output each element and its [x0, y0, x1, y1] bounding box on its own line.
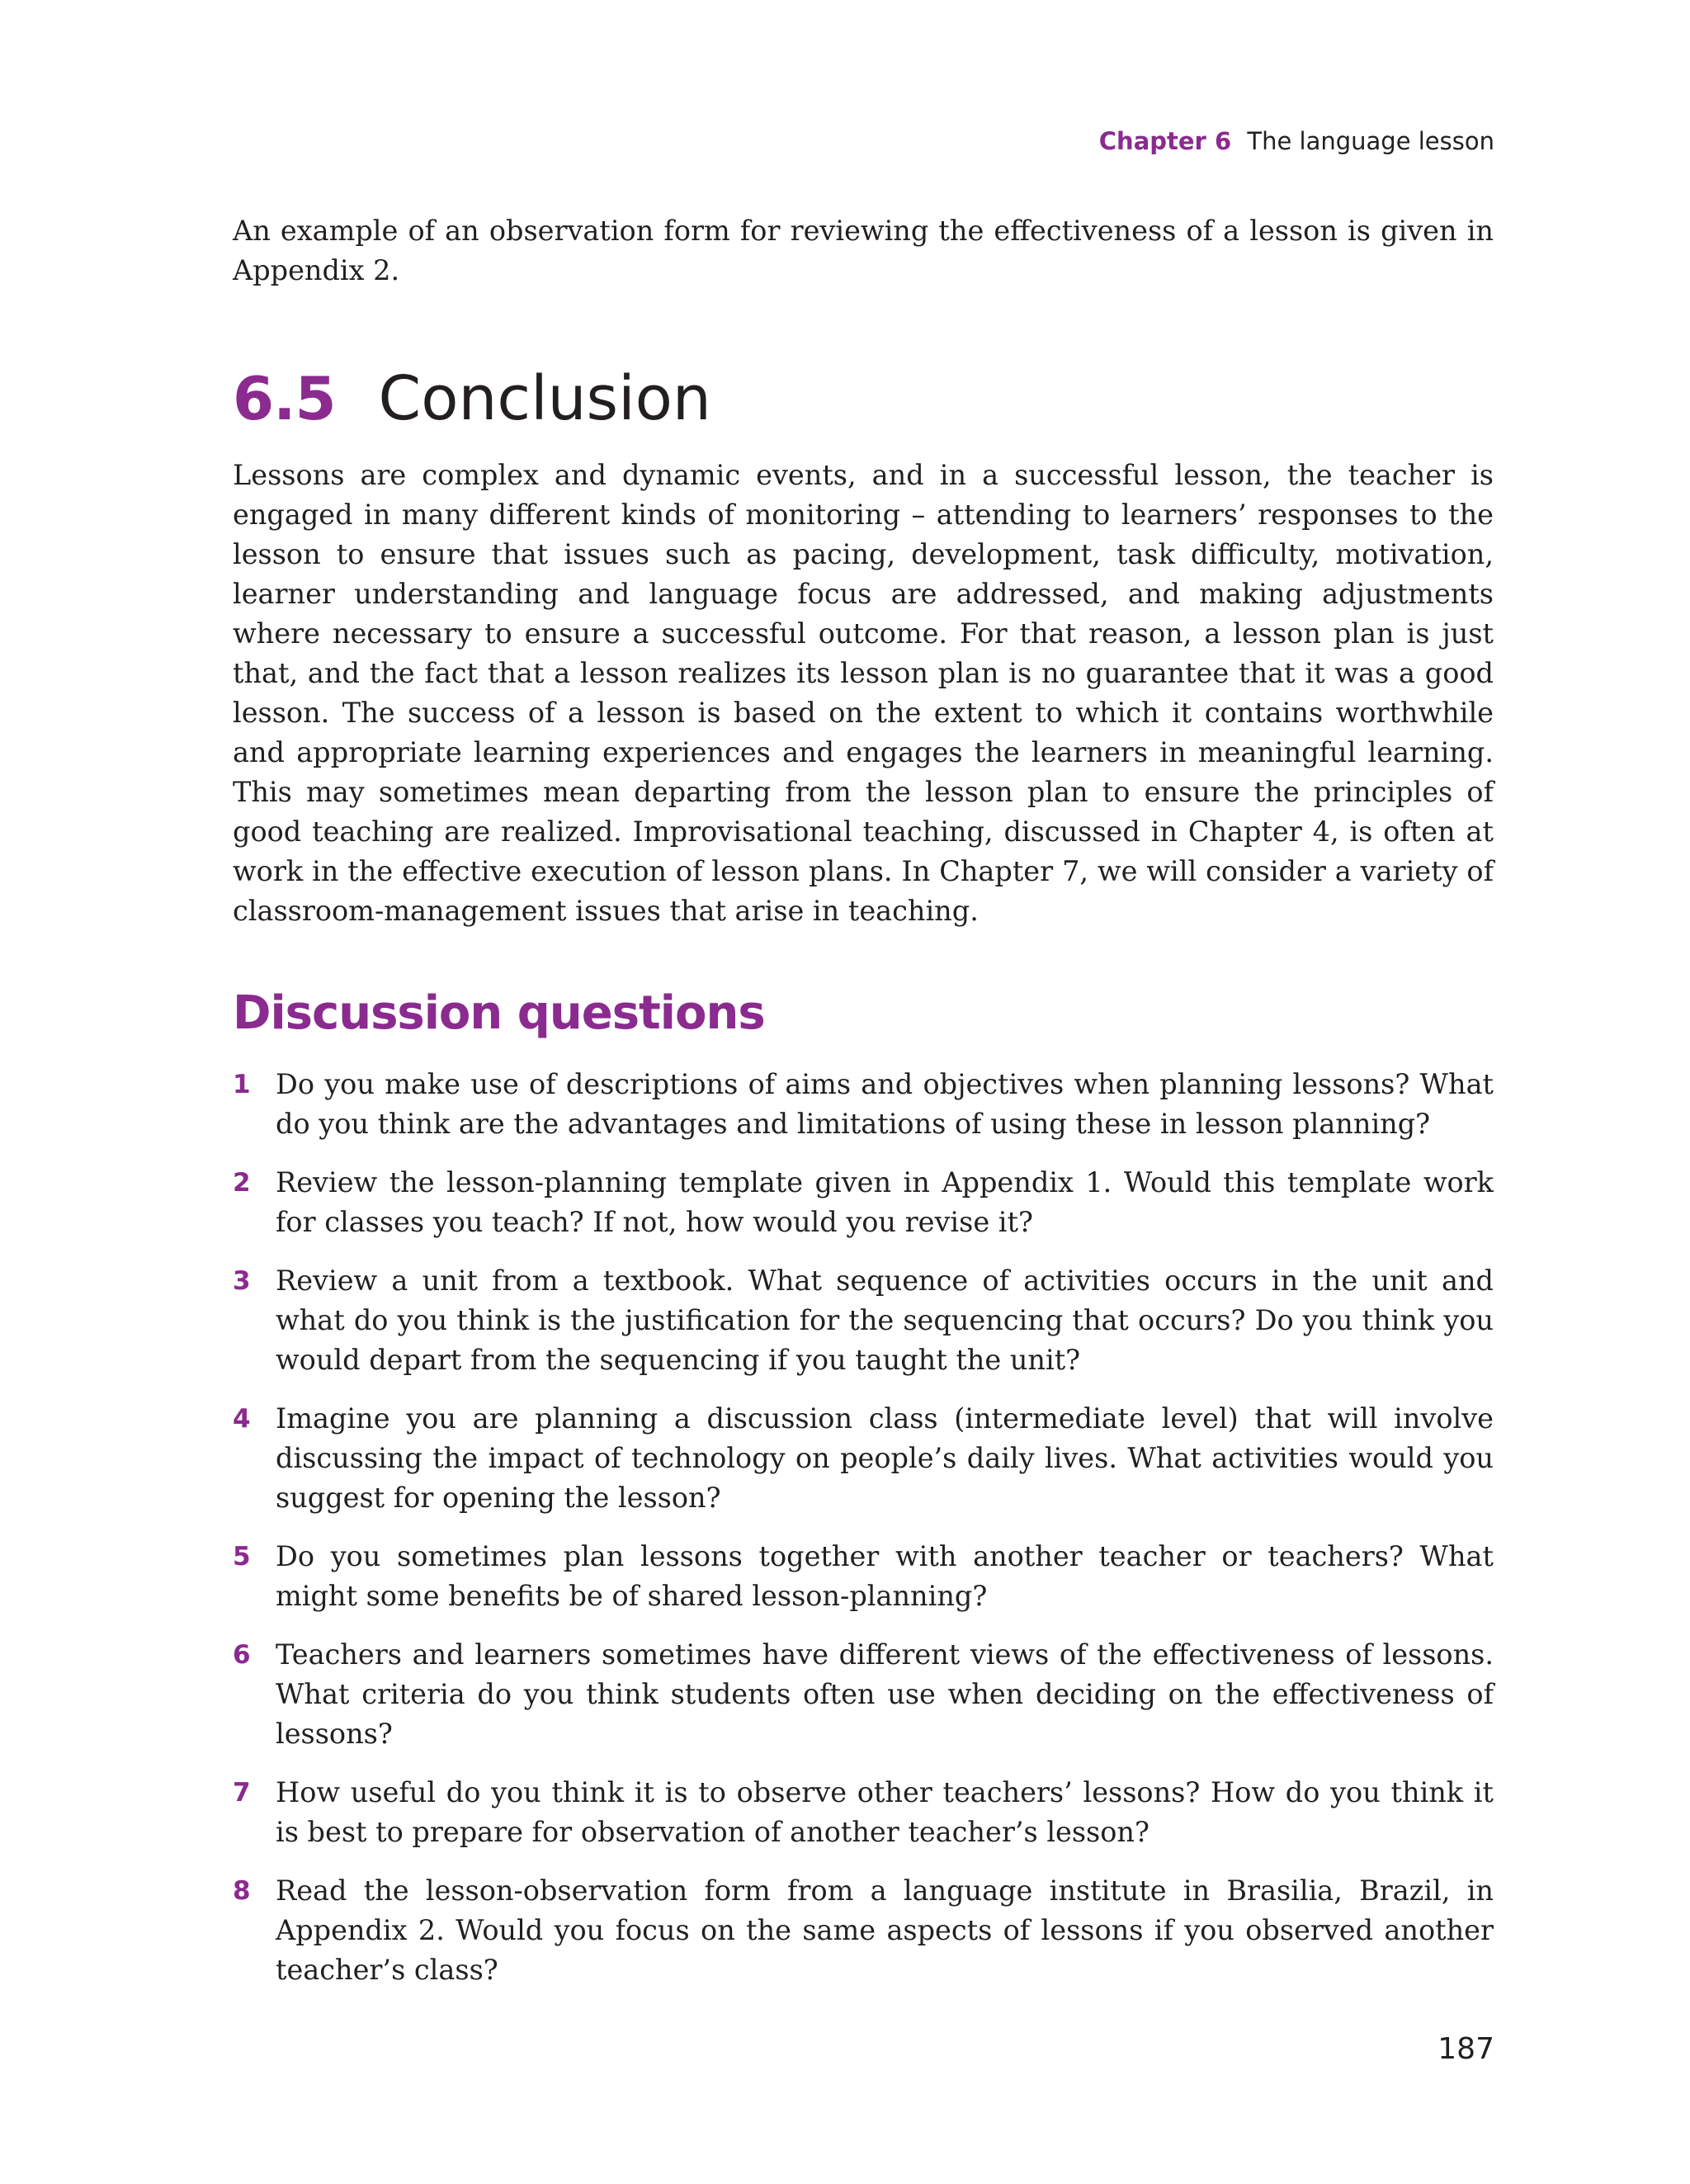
section-title: Conclusion	[378, 363, 711, 434]
question-item	[233, 1773, 1494, 1852]
question-text: Read the lesson-observation form from a language institute in Brasilia, Brazil, in Appendix 2. Would you focus on the same aspects of lessons if you observed another teacher’s class?	[276, 1874, 1494, 1986]
question-item	[233, 1537, 1494, 1616]
question-text: How useful do you think it is to observe other teachers’ lessons? How do you think it is best to prepare for observation of another teacher’s lesson?	[276, 1776, 1494, 1848]
conclusion-paragraph: Lessons are complex and dynamic events, and in a successful lesson, the teacher is engaged in many different kinds of monitoring – attending to learners’ responses to the lesson to ensure that issues such as pacing, development, task difficulty, motivation, learner understanding and language focus are addressed, and making adjustments where necessary to ensure a successful outcome. For that reason, a lesson plan is just that, and the fact that a lesson realizes its lesson plan is no guarantee that it was a good lesson. The success of a lesson is based on the extent to which it contains worthwhile and appropriate learning experiences and engages the learners in meaningful learning. This may sometimes mean departing from the lesson plan to ensure the principles of good teaching are realized. Improvisational teaching, discussed in Chapter 4, is often at work in the effective execution of lesson plans. In Chapter 7, we will consider a variety of classroom-management issues that arise in teaching.	[233, 459, 1494, 927]
running-head-chapter: Chapter 6	[1098, 127, 1232, 155]
question-number: 2	[233, 1168, 251, 1198]
question-text: Teachers and learners sometimes have different views of the effectiveness of lessons. What criteria do you think students often use when deciding on the effectiveness of lessons?	[276, 1638, 1494, 1750]
question-item	[233, 1635, 1494, 1754]
question-text: Review a unit from a textbook. What sequence of activities occurs in the unit and what do you think is the justification for the sequencing that occurs? Do you think you would depart from the sequencing if you taught the unit?	[276, 1265, 1494, 1376]
running-head-title: The language lesson	[1247, 127, 1494, 155]
question-number: 7	[233, 1778, 251, 1808]
discussion-heading: Discussion questions	[233, 986, 765, 1040]
question-item	[233, 1065, 1494, 1144]
question-text: Imagine you are planning a discussion class (intermediate level) that will involve discussing the impact of technology on people’s daily lives. What activities would you suggest for opening the lesson?	[276, 1402, 1494, 1514]
section-number: 6.5	[233, 364, 336, 433]
running-head	[1099, 127, 1494, 155]
page-number: 187	[1437, 2032, 1494, 2066]
discussion-questions-list	[233, 1065, 1494, 2009]
question-text: Do you sometimes plan lessons together with another teacher or teachers? What might some benefits be of shared lesson-planning?	[276, 1540, 1494, 1612]
question-item	[233, 1261, 1494, 1380]
question-item	[233, 1871, 1494, 1990]
question-number: 3	[233, 1266, 251, 1296]
question-number: 8	[233, 1876, 251, 1906]
question-item	[233, 1163, 1494, 1242]
section-heading	[233, 363, 711, 434]
question-number: 6	[233, 1640, 251, 1670]
intro-paragraph: An example of an observation form for reviewing the effectiveness of a lesson is given in Appendix 2.	[233, 215, 1494, 286]
question-text: Review the lesson-planning template given in Appendix 1. Would this template work for classes you teach? If not, how would you revise it?	[276, 1166, 1494, 1238]
question-number: 4	[233, 1404, 251, 1434]
question-number: 5	[233, 1542, 251, 1572]
question-number: 1	[233, 1070, 251, 1099]
question-item	[233, 1399, 1494, 1518]
question-text: Do you make use of descriptions of aims and objectives when planning lessons? What do you think are the advantages and limitations of using these in lesson planning?	[276, 1068, 1494, 1140]
